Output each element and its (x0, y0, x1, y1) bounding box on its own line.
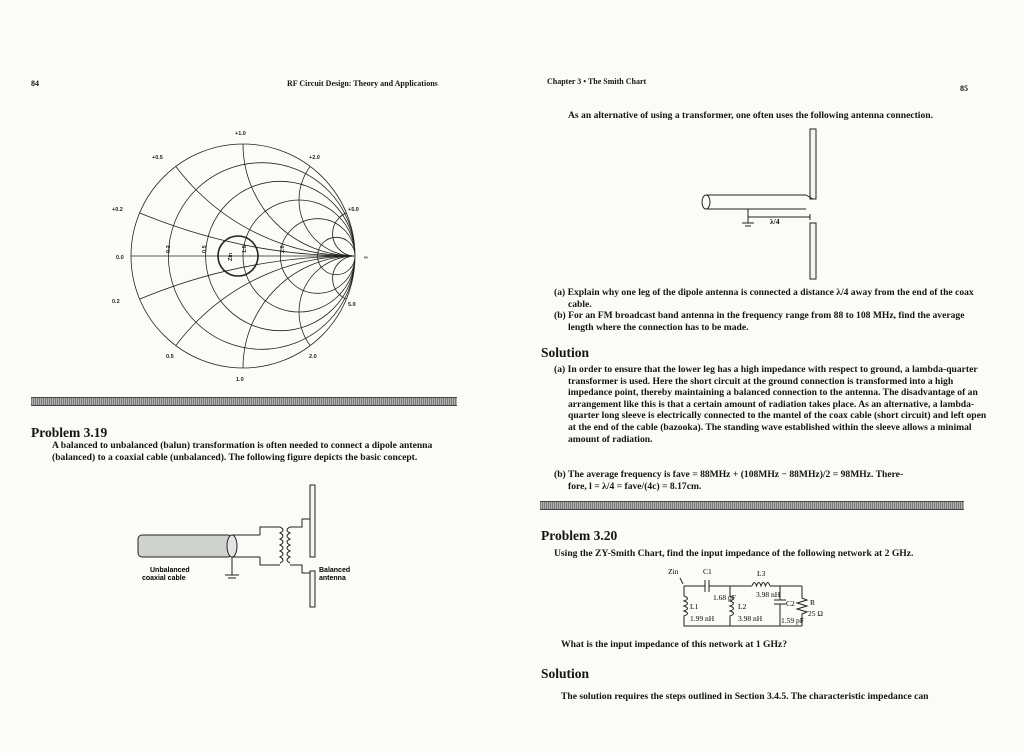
solution-heading: Solution (541, 345, 590, 360)
reactance-label: 5.0 (348, 302, 356, 308)
balanced-label: Balanced (319, 567, 351, 574)
page-number: 85 (960, 84, 968, 93)
solution-text: The solution requires the steps outlined in Section 3.4.5. The characteristic impedance can (561, 691, 929, 702)
l1-label: L1 (690, 602, 699, 611)
c1-label: C1 (703, 567, 712, 576)
smith-chart-grid (100, 125, 390, 390)
resistance-label: 0.5 (202, 245, 208, 253)
right-page (512, 0, 1024, 753)
r-label: R (810, 598, 816, 607)
reactance-label: +0.2 (112, 207, 123, 213)
balun-figure (130, 483, 360, 608)
antenna-label: antenna (319, 575, 346, 582)
problem-title: Problem 3.19 (31, 425, 108, 440)
reactance-label: 0.2 (112, 299, 120, 305)
question-a: (a) Explain why one leg of the dipole antenna is connected a distance λ/4 away from the end of the coax cable. (554, 287, 974, 310)
reactance-label: +1.0 (235, 131, 246, 137)
reactance-label: 2.0 (309, 354, 317, 360)
resistance-label: 0.2 (166, 245, 172, 253)
coax-sleeve (706, 195, 806, 209)
solution-heading: Solution (541, 666, 590, 681)
l2-value: 3.98 nH (738, 614, 763, 623)
c1-value: 1.68 pF (713, 593, 736, 602)
inductor-l3 (752, 583, 770, 587)
reactance-label: 0.5 (166, 354, 174, 360)
zin-label: Zin (668, 567, 679, 576)
running-header: RF Circuit Design: Theory and Applications (287, 79, 438, 88)
problem-question2: What is the input impedance of this network at 1 GHz? (561, 639, 787, 650)
smith-chart (100, 125, 390, 390)
solution-part-a: (a) In order to ensure that the lower leg has a high impedance with respect to ground, a lambda-quarter transformer is used. Here the short circuit at the ground connection is transformed into a high impedance point, thereby maintaining a balanced connection to the antenna. The disadvantage of an arrangement like this is that a certain amount of radiation takes place. As an alternative, a lambda-quarter long sleeve is electrically connected to the mantel of the coax cable (short circuit) and left open at the end of the cable (bazooka). The standing wave established within the sleeve allows a minimal amount of radiation. (554, 364, 987, 445)
reactance-label: +5.0 (348, 207, 359, 213)
l1-value: 1.99 nH (690, 614, 715, 623)
quarter-wave-label: λ/4 (770, 217, 780, 226)
problem-text: A balanced to unbalanced (balun) transformation is often needed to connect a dipole antenna (balanced) to a coaxial cable (unbalanced). The following figure depicts the basic concept. (52, 440, 433, 463)
balun-secondary-coil (287, 527, 290, 563)
dipole-upper-leg (810, 129, 816, 199)
dipole-lower-leg (810, 223, 816, 279)
question-list (554, 287, 988, 333)
section-rule (31, 397, 457, 406)
page-number: 84 (31, 79, 39, 88)
axis-label-infinity: ∞ (364, 255, 368, 261)
solution-part-b-line2: fore, l = λ/4 = fave/(4c) = 8.17cm. (568, 481, 702, 492)
unbalanced-label: Unbalanced (150, 567, 190, 574)
coaxial-cable-label: coaxial cable (142, 575, 186, 582)
l3-label: L3 (757, 569, 766, 578)
dipole-figure (692, 125, 832, 285)
running-header: Chapter 3 • The Smith Chart (547, 77, 647, 86)
reactance-label: +2.0 (309, 155, 320, 161)
antenna-lower-leg (310, 571, 315, 607)
axis-label-zero: 0.0 (116, 255, 124, 261)
section-rule (540, 501, 964, 510)
l3-value: 3.98 nH (756, 590, 781, 599)
zin-label: Zin (228, 252, 234, 261)
resistance-label: 1.0 (242, 245, 248, 253)
circuit-figure (660, 560, 860, 635)
problem-title: Problem 3.20 (541, 528, 618, 543)
resistance-label: 2.0 (280, 245, 286, 253)
r-value: 25 Ω (808, 609, 823, 618)
solution-part-b-line1: (b) The average frequency is fave = 88MHz + (108MHz − 88MHz)/2 = 98MHz. There- (554, 469, 904, 480)
reactance-label: 1.0 (236, 377, 244, 383)
reactance-label: +0.5 (152, 155, 163, 161)
antenna-upper-leg (310, 485, 315, 557)
c2-label: C2 (786, 599, 795, 608)
c2-value: 1.59 pF (781, 616, 804, 625)
l2-label: L2 (738, 602, 747, 611)
question-b: (b) For an FM broadcast band antenna in the frequency range from 88 to 108 MHz, find the average length where the connection has to be made. (554, 310, 965, 333)
problem-text: Using the ZY-Smith Chart, find the input impedance of the following network at 2 GHz. (554, 548, 914, 559)
inductor-l2 (730, 586, 734, 626)
intro-text: As an alternative of using a transformer, one often uses the following antenna connection. (568, 110, 933, 121)
coax-cable (138, 535, 232, 557)
balun-primary-coil (280, 527, 283, 563)
